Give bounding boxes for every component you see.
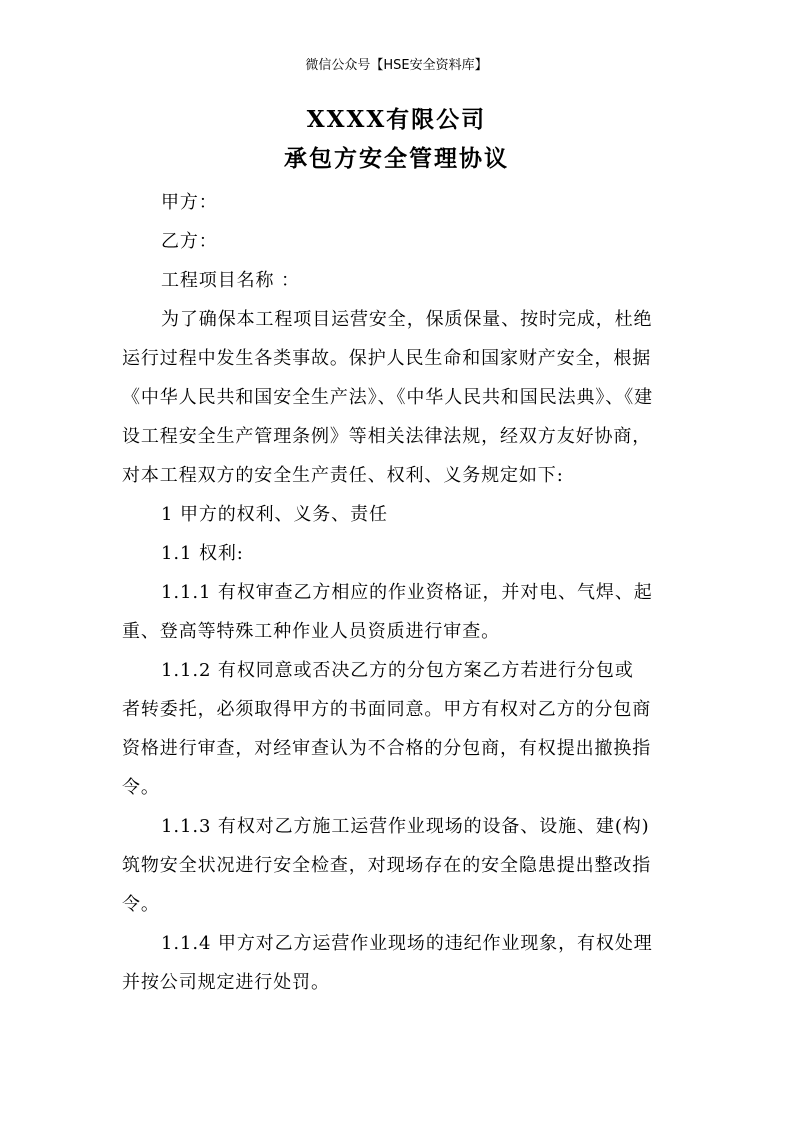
- intro-line: 对本工程双方的安全生产责任、权利、义务规定如下:: [122, 465, 564, 486]
- clause-line: 1.1.4 甲方对乙方运营作业现场的违纪作业现象，有权处理: [161, 933, 653, 954]
- clause-line: 重、登高等特殊工种作业人员资质进行审查。: [122, 621, 500, 642]
- clause-1-1-3: [122, 807, 674, 924]
- field-party-b: 乙方：: [161, 231, 218, 252]
- section-heading-1-1: 1.1 权利:: [161, 543, 244, 564]
- clause-line: 资格进行审查，对经审查认为不合格的分包商，有权提出撤换指: [122, 738, 652, 759]
- field-project-name: 工程项目名称 ：: [161, 270, 300, 291]
- document-title-company: XXXX有限公司: [306, 106, 487, 133]
- section-heading-1: 1 甲方的权利、义务、责任: [161, 504, 388, 525]
- clause-1-1-1: [122, 573, 674, 651]
- intro-paragraph: [122, 300, 674, 495]
- page-header: 微信公众号【HSE安全资料库】: [305, 58, 488, 73]
- clause-line: 令。: [122, 777, 160, 798]
- intro-line: 《中华人民共和国安全生产法》、《中华人民共和国民法典》、《建: [122, 387, 653, 408]
- clause-line: 筑物安全状况进行安全检查，对现场存在的安全隐患提出整改指: [122, 855, 652, 876]
- intro-line: 设工程安全生产管理条例》等相关法律法规，经双方友好协商，: [122, 426, 652, 447]
- clause-line: 1.1.2 有权同意或否决乙方的分包方案乙方若进行分包或: [161, 660, 634, 681]
- document-title: 承包方安全管理协议: [284, 145, 509, 172]
- clause-line: 并按公司规定进行处罚。: [122, 972, 330, 993]
- intro-line: 为了确保本工程项目运营安全，保质保量、按时完成，杜绝: [161, 309, 653, 330]
- field-party-a: 甲方：: [161, 192, 218, 213]
- clause-line: 1.1.3 有权对乙方施工运营作业现场的设备、设施、建(构): [161, 816, 650, 837]
- intro-line: 运行过程中发生各类事故。保护人民生命和国家财产安全，根据: [122, 348, 652, 369]
- clause-line: 者转委托，必须取得甲方的书面同意。甲方有权对乙方的分包商: [122, 699, 652, 720]
- clause-1-1-4: [122, 924, 674, 1002]
- clause-line: 令。: [122, 894, 160, 915]
- document-body: [122, 183, 674, 1002]
- clause-line: 1.1.1 有权审查乙方相应的作业资格证，并对电、气焊、起: [161, 582, 653, 603]
- clause-1-1-2: [122, 651, 674, 807]
